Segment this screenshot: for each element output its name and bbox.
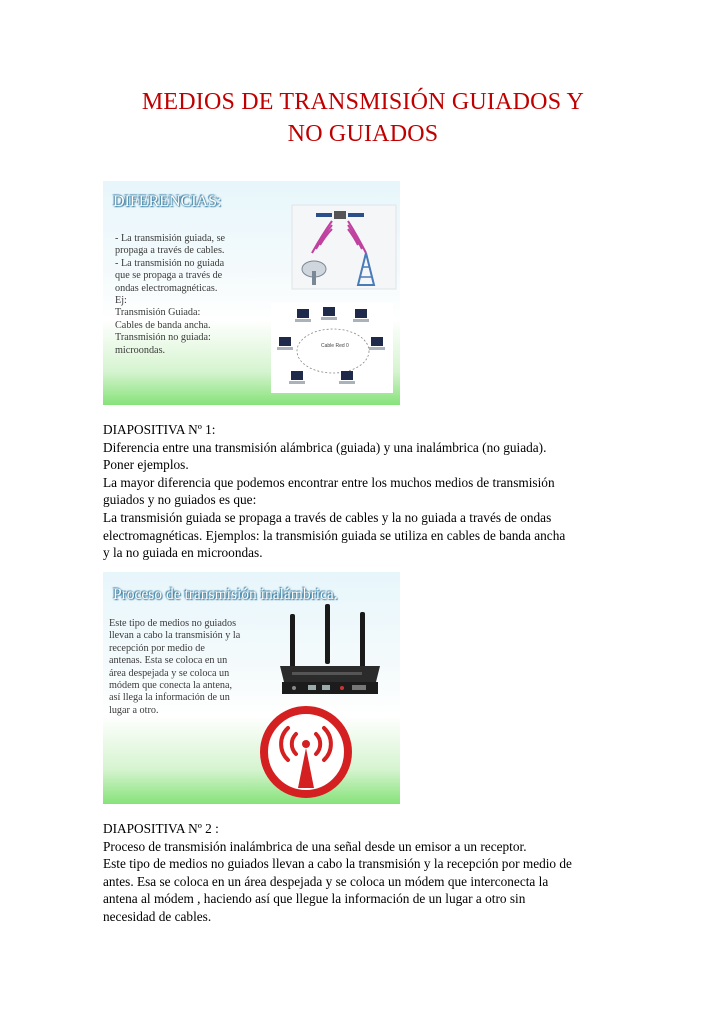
slide-heading: Proceso de transmisión inalámbrica. (113, 586, 338, 603)
slide-proceso (103, 572, 400, 804)
satellite-icon (292, 205, 396, 289)
slide-heading: DIFERENCIAS: (113, 193, 222, 210)
network-diagram-icon (271, 303, 393, 393)
paragraph-slide-2: DIAPOSITIVA Nº 2 : Proceso de transmisión inalámbrica de una señal desde un emisor a un receptor. Este tipo de medios no guiados llevan a cabo la transmisión y la recepción por medio de antes. Esa se coloca en un área despejada y se coloca un módem que interconecta la antena al módem , haciendo así que llegue la información de un lugar a otro sin necesidad de cables. (103, 821, 572, 924)
slide-text: - La transmisión guiada, se propaga a través de cables. - La transmisión no guiada que se propaga a través de ondas electromagnéticas. Ej: Transmisión Guiada: Cables de banda ancha. Transmisión no guiada: microondas. (115, 233, 226, 356)
router-icon (278, 604, 382, 696)
paragraph-slide-1: DIAPOSITIVA Nº 1: Diferencia entre una transmisión alámbrica (guiada) y una inalámbrica (no guiada). Poner ejemplos. La mayor diferencia que podemos encontrar entre los muchos medios de transmisión guiados y no guiados es que: La transmisión guiada se propaga a través de cables y la no guiada a través de ondas electromagnéticas. Ejemplos: la transmisión guiada se utiliza en cables de banda ancha y la no guiada en microondas. (103, 422, 566, 561)
slide-text: Este tipo de medios no guiados llevan a cabo la transmisión y la recepción por medio de antenas. Esta se coloca en un área despejada y se coloca un módem que conecta la antena, así llega la información de un lugar a otro. (109, 618, 241, 716)
slide-diferencias (103, 181, 400, 405)
page-title: MEDIOS DE TRANSMISIÓN GUIADOS Y NO GUIADOS (141, 89, 585, 147)
network-label: Cable Red 0 (321, 343, 349, 349)
wifi-signal-icon (258, 704, 354, 800)
